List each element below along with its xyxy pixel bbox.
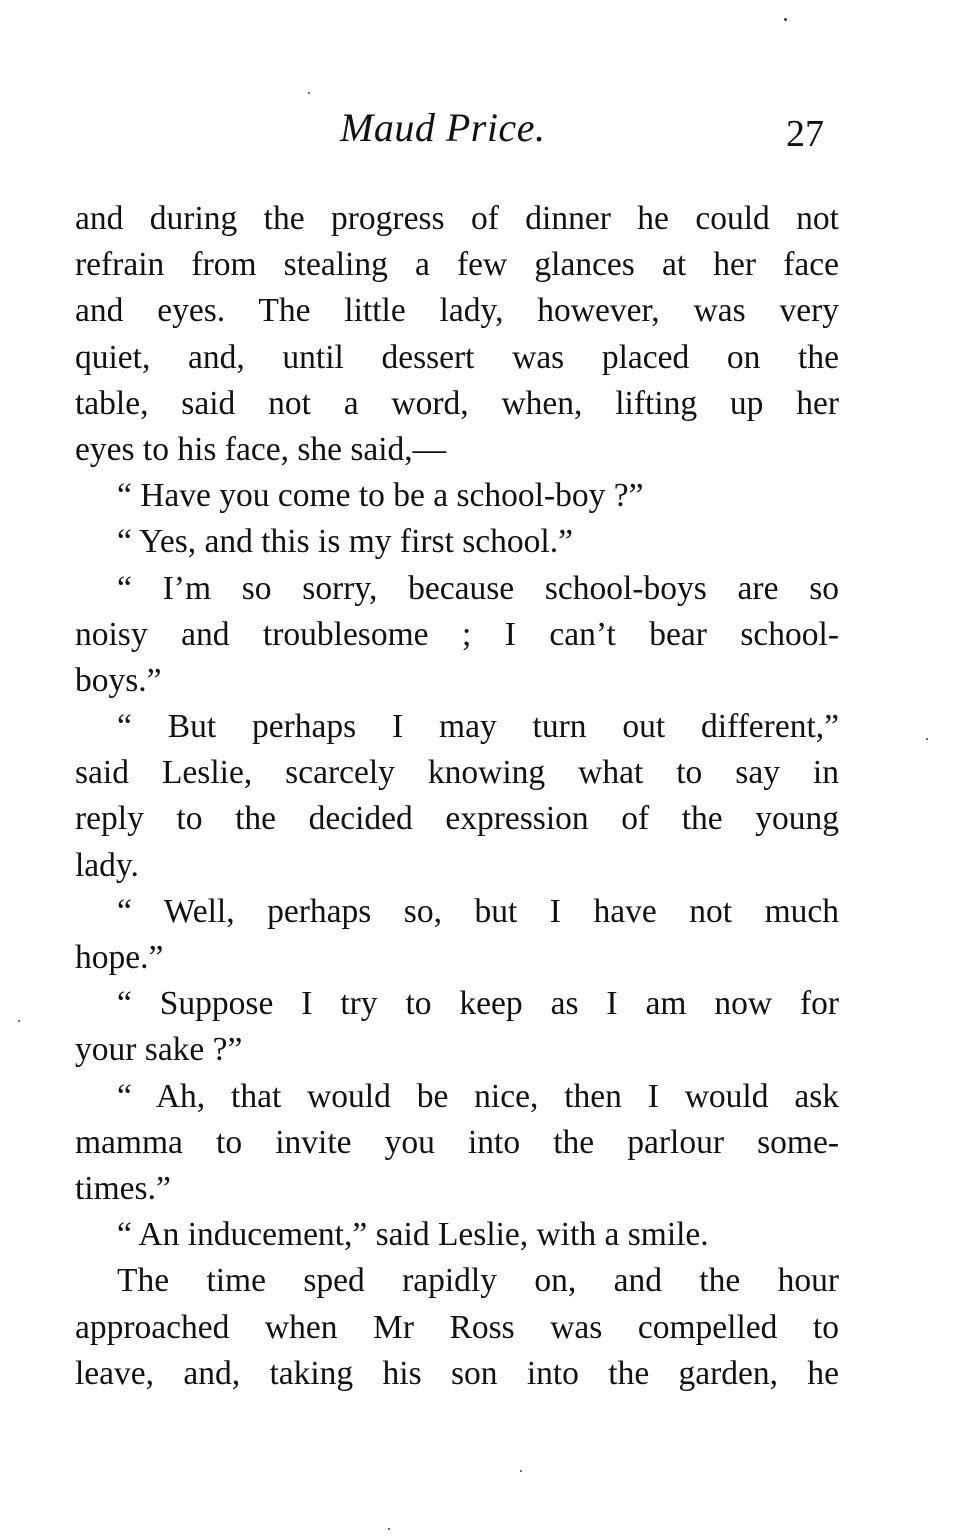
text-line: and during the progress of dinner he could not: [75, 200, 839, 237]
scan-speck: [520, 1470, 522, 1472]
text-line: table, said not a word, when, lifting up her: [75, 384, 839, 422]
running-head: [0, 100, 957, 156]
text-line: said Leslie, scarcely knowing what to say in: [75, 754, 839, 792]
text-line: The time sped rapidly on, and the hour: [117, 1262, 839, 1300]
scan-speck: [388, 1528, 390, 1530]
text-line: eyes to his face, she said,—: [75, 430, 447, 468]
text-line: “ Ah, that would be nice, then I would ask: [117, 1077, 839, 1115]
text-line: noisy and troublesome ; I can’t bear school-: [75, 615, 839, 653]
text-line: refrain from stealing a few glances at her face: [75, 246, 839, 284]
text-line: mamma to invite you into the parlour some-: [75, 1123, 839, 1161]
text-line: hope.”: [75, 939, 164, 976]
text-line: lady.: [75, 846, 139, 884]
scan-speck: [926, 738, 928, 740]
body-text: [75, 196, 839, 1397]
text-line: leave, and, taking his son into the garden, he: [75, 1354, 839, 1392]
scan-speck: [784, 18, 787, 21]
scan-speck: [18, 1020, 20, 1022]
text-line: “ Have you come to be a school-boy ?”: [117, 477, 644, 515]
text-line: quiet, and, until dessert was placed on the: [75, 338, 839, 376]
running-title: Maud Price.: [340, 105, 546, 150]
text-line: your sake ?”: [75, 1031, 243, 1069]
text-line: “ I’m so sorry, because school-boys are so: [117, 569, 839, 607]
text-line: times.”: [75, 1169, 171, 1207]
text-line: “ Yes, and this is my first school.”: [117, 523, 573, 561]
text-line: approached when Mr Ross was compelled to: [75, 1308, 839, 1346]
text-line: “ Well, perhaps so, but I have not much: [117, 892, 839, 930]
scan-speck: [308, 92, 310, 94]
text-line: and eyes. The little lady, however, was very: [75, 292, 839, 330]
text-line: “ An inducement,” said Leslie, with a smile.: [117, 1216, 709, 1254]
text-line: “ Suppose I try to keep as I am now for: [117, 985, 839, 1023]
text-line: boys.”: [75, 661, 162, 699]
text-line: “ But perhaps I may turn out different,”: [117, 708, 839, 746]
page-number: 27: [786, 113, 824, 155]
text-line: reply to the decided expression of the young: [75, 800, 839, 838]
